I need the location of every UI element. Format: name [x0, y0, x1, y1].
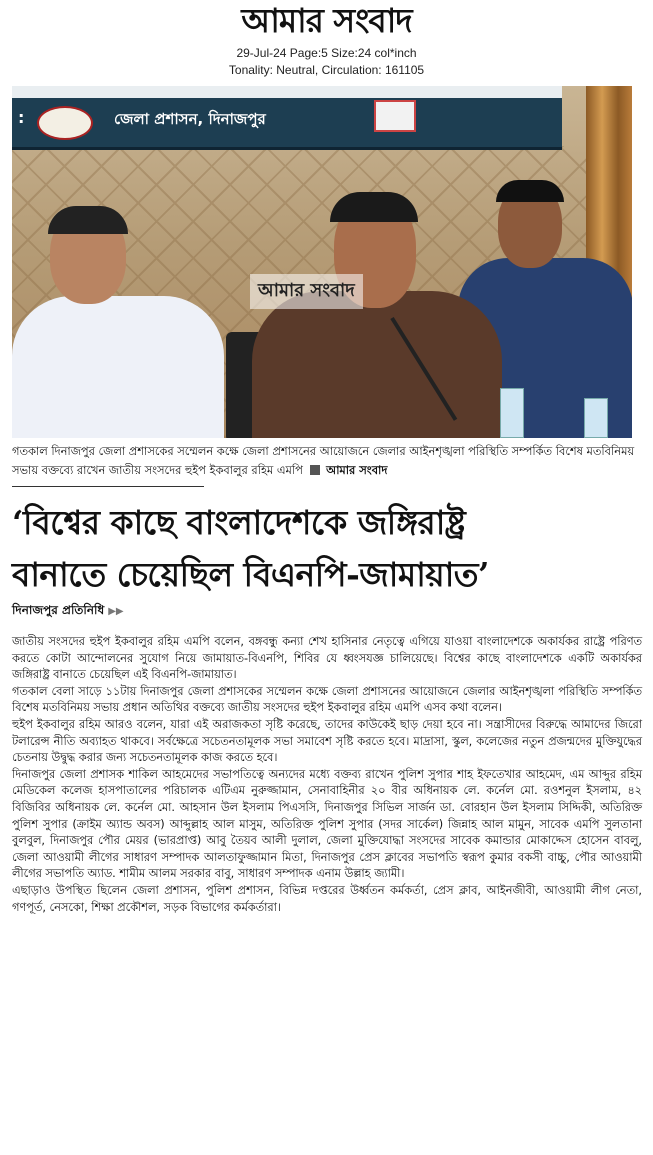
article-body — [12, 634, 642, 916]
article-byline — [12, 602, 124, 622]
banner-text: জেলা প্রশাসন, দিনাজপুর — [114, 110, 266, 128]
banner-colon: : — [18, 108, 25, 127]
caption-text: গতকাল দিনাজপুর জেলা প্রশাসকের সম্মেলন কক্ষে জেলা প্রশাসনের আয়োজনে জেলার আইনশৃঙ্খলা পরিস্থিতি সম্পর্কিত বিশেষ মতবিনিময় সভায় বক্তব্যে রাখেন জাতীয় সংসদের হুইপ ইকবালুর রহিম এমপি — [12, 444, 635, 477]
body-paragraph: গতকাল বেলা সাড়ে ১১টায় দিনাজপুর জেলা প্রশাসকের সম্মেলন কক্ষে জেলা প্রশাসনের আয়োজনে জেলার আইনশৃঙ্খলা পরিস্থিতি সম্পর্কিত বিশেষ মতবিনিময় সভায় প্রধান অতিথির বক্তব্যে জাতীয় সংসদের হুইপ ইকবালুর রহিম এমপি এসব কথা বলেন। — [12, 684, 642, 715]
byline-text: দিনাজপুর প্রতিনিধি — [12, 603, 105, 617]
banner-top-strip — [12, 86, 562, 98]
clipping-meta-date-page: 29-Jul-24 Page:5 Size:24 col*inch — [236, 46, 417, 60]
caption-credit: আমার সংবাদ — [326, 463, 388, 477]
headline-line-2: বানাতে চেয়েছিল বিএনপি-জামায়াত’ — [12, 555, 490, 594]
article-headline — [12, 497, 642, 601]
body-paragraph: হুইপ ইকবালুর রহিম আরও বলেন, যারা এই অরাজকতা সৃষ্টি করেছে, তাদের কাউকেই ছাড় দেয়া হবে না। সন্ত্রাসীদের বিরুদ্ধে আমাদের জিরো টলারেন্স নীতি অব্যাহত থাকবে। সর্বক্ষেত্রে সচেতনতামূলক সভা সমাবেশ সৃষ্টি করতে হবে। মাদ্রাসা, স্কুল, কলেজের নতুন প্রজন্মদের মুক্তিযুদ্ধের চেতনায় উদ্বুদ্ধ করার জন্য সচেতনতামূলক কাজ করতে হবে। — [12, 717, 642, 765]
newspaper-logo: আমার সংবাদ — [241, 1, 412, 40]
water-bottle — [584, 398, 608, 438]
byline-arrows-icon: ▶▶ — [108, 606, 124, 617]
newspaper-masthead — [0, 2, 653, 40]
body-paragraph: দিনাজপুর জেলা প্রশাসক শাকিল আহমেদের সভাপতিত্বে অন্যদের মধ্যে বক্তব্য রাখেন পুলিশ সুপার শাহ ইফতেখার আহমেদ, এম আব্দুর রহিম মেডিকেল কলেজ হাসপাতালের পরিচালক এটিএম নুরুজ্জামান, সেনাবাহিনীর ২০ বীর অধিনায়ক লে. কর্নেল মো. রওশনুল ইসলাম, ৪২ বিজিবির অধিনায়ক লে. কর্নেল মো. আহসান উল ইসলাম পিএসসি, দিনাজপুর সিভিল সার্জন ডা. বোরহান উল ইসলাম সিদ্দিকী, অতিরিক্ত পুলিশ সুপার (ক্রাইম অ্যান্ড অবস) আব্দুল্লাহ আল মাসুম, অতিরিক্ত পুলিশ সুপার (সদর সার্কেল) জিন্নাহ আল মামুন, সাবেক এমপি সুলতানা বুলবুল, দিনাজপুর পৌর মেয়র (ভারপ্রাপ্ত) আবু তৈয়ব আলী দুলাল, জেলা মুক্তিযোদ্ধা সংসদের সাবেক কমান্ডার মোকাদ্দেস হোসেন বাবলু, জেলা আওয়ামী লীগের সাধারণ সম্পাদক আলতাফুজ্জামান মিতা, দিনাজপুর প্রেস ক্লাবের সভাপতি স্বরূপ কুমার বকসী বাচ্চু, পৌর আওয়ামী লীগের সভাপতি অ্যাড. শামীম আলম সরকার বাবু, সাধারণ সম্পাদক এনাম উল্লাহ জ্যামী। — [12, 767, 642, 881]
event-banner — [12, 86, 562, 150]
square-bullet-icon — [310, 465, 320, 475]
clipping-meta-tonality: Tonality: Neutral, Circulation: 161105 — [228, 63, 425, 77]
district-logo-icon — [374, 100, 416, 132]
photo-caption — [12, 442, 642, 480]
news-photo — [12, 86, 632, 438]
headline-line-1: ‘বিশ্বের কাছে বাংলাদেশকে জঙ্গিরাষ্ট্র — [12, 503, 466, 542]
body-paragraph: জাতীয় সংসদের হুইপ ইকবালুর রহিম এমপি বলেন, বঙ্গবন্ধু কন্যা শেখ হাসিনার নেতৃত্বে এগিয়ে যাওয়া বাংলাদেশকে অকার্যকর রাষ্ট্রে পরিণত করতে কোটা আন্দোলনের সুযোগ নিয়ে জামায়াত-বিএনপি, শিবির যে ধ্বংসযজ্ঞ চালিয়েছে। বিশ্বের কাছে বাংলাদেশকে একটি অকার্যকর জঙ্গিরাষ্ট্র বানাতে চেয়েছিল এই বিএনপি-জামায়াত। — [12, 635, 642, 682]
photo-watermark: আমার সংবাদ — [250, 274, 363, 309]
body-paragraph: এছাড়াও উপস্থিত ছিলেন জেলা প্রশাসন, পুলিশ প্রশাসন, বিভিন্ন দপ্তরের উর্ধ্বতন কর্মকর্তা, প্রেস ক্লাব, আইনজীবী, আওয়ামী লীগ নেতা, গণপূর্ত, নেসকো, শিক্ষা প্রকৌশল, সড়ক বিভাগের কর্মকর্তারা। — [12, 883, 642, 914]
government-seal-icon — [37, 106, 93, 140]
divider-rule — [12, 486, 204, 487]
water-bottle — [500, 388, 524, 438]
